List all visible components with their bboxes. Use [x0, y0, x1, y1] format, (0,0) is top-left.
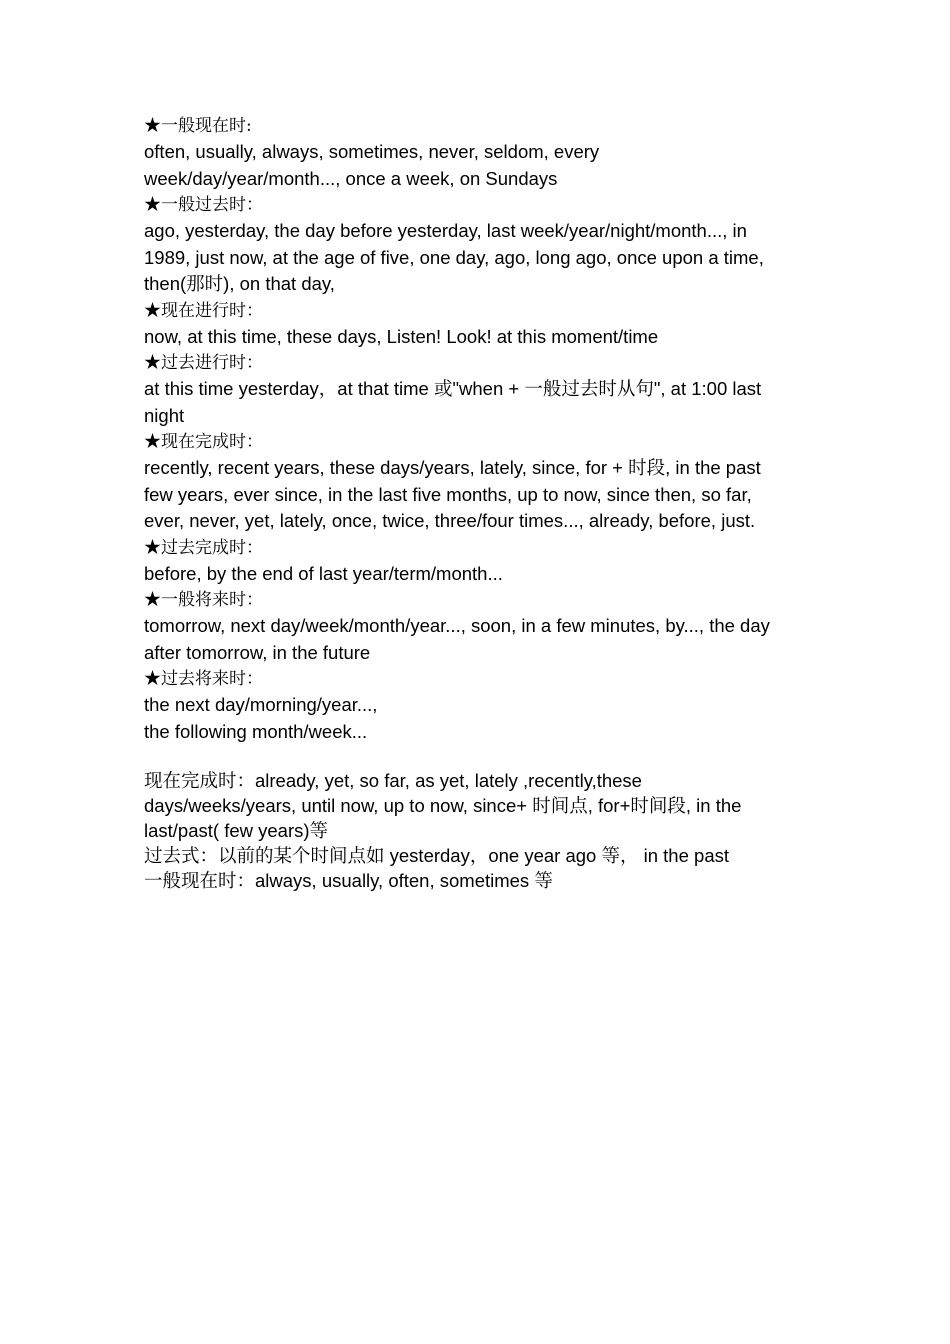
text-line: before, by the end of last year/term/month...: [144, 562, 503, 584]
summary-block: [144, 768, 804, 893]
section-text: [144, 692, 804, 745]
section-simple-past: [144, 193, 804, 298]
section-text: [144, 376, 804, 429]
section-text: [144, 613, 804, 666]
text-line: 1989, just now, at the age of five, one day, ago, long ago, once upon a time,: [144, 246, 764, 268]
section-heading: ★一般现在时:: [144, 116, 252, 136]
text-line: then(那时), on that day,: [144, 273, 335, 294]
text-line: at this time yesterday，at that time 或"when + 一般过去时从句", at 1:00 last: [144, 378, 762, 399]
section-past-perfect: [144, 536, 804, 588]
text-line: days/weeks/years, until now, up to now, since+ 时间点, for+时间段, in the: [144, 795, 742, 816]
text-line: the next day/morning/year...,: [144, 694, 378, 715]
section-heading: ★现在完成时：: [144, 432, 263, 452]
section-heading: ★过去将来时：: [144, 669, 263, 689]
text-line: ago, yesterday, the day before yesterday, last week/year/night/month..., in: [144, 220, 747, 241]
text-line: night: [144, 404, 185, 426]
text-line: now, at this time, these days, Listen! Look! at this moment/time: [144, 325, 659, 347]
section-text: [144, 139, 804, 192]
section-heading: ★过去进行时：: [144, 353, 263, 373]
text-line: week/day/year/month..., once a week, on Sundays: [144, 167, 558, 189]
section-text: [144, 218, 804, 298]
section-simple-future: [144, 588, 804, 666]
section-text: [144, 455, 804, 535]
text-line: 现在完成时：already, yet, so far, as yet, lately ,recently,these: [144, 770, 642, 791]
summary-past-tense: 过去式：以前的某个时间点如 yesterday，one year ago 等， in the past: [144, 845, 729, 866]
text-line: recently, recent years, these days/years, lately, since, for + 时段, in the past: [144, 457, 761, 478]
section-present-perfect: [144, 430, 804, 535]
text-line: few years, ever since, in the last five months, up to now, since then, so far,: [144, 483, 752, 505]
summary-present-perfect: [144, 768, 804, 843]
section-past-future: [144, 667, 804, 745]
section-present-continuous: [144, 299, 804, 351]
text-line: ever, never, yet, lately, once, twice, three/four times..., already, before, just.: [144, 510, 756, 531]
section-text: [144, 561, 804, 588]
section-simple-present: [144, 114, 804, 192]
section-spacer: [144, 746, 804, 768]
summary-simple-present: 一般现在时：always, usually, often, sometimes 等: [144, 870, 553, 891]
text-line: after tomorrow, in the future: [144, 641, 371, 663]
document-page: [144, 114, 804, 893]
section-text: [144, 324, 804, 351]
text-line: often, usually, always, sometimes, never, seldom, every: [144, 141, 600, 162]
text-line: tomorrow, next day/week/month/year..., soon, in a few minutes, by..., the day: [144, 615, 770, 636]
text-line: last/past( few years)等: [144, 820, 329, 841]
section-heading: ★一般将来时：: [144, 590, 263, 610]
section-past-continuous: [144, 351, 804, 429]
text-line: the following month/week...: [144, 720, 368, 742]
section-heading: ★过去完成时：: [144, 537, 263, 558]
section-heading: ★一般过去时：: [144, 195, 263, 215]
section-heading: ★现在进行时：: [144, 300, 263, 321]
